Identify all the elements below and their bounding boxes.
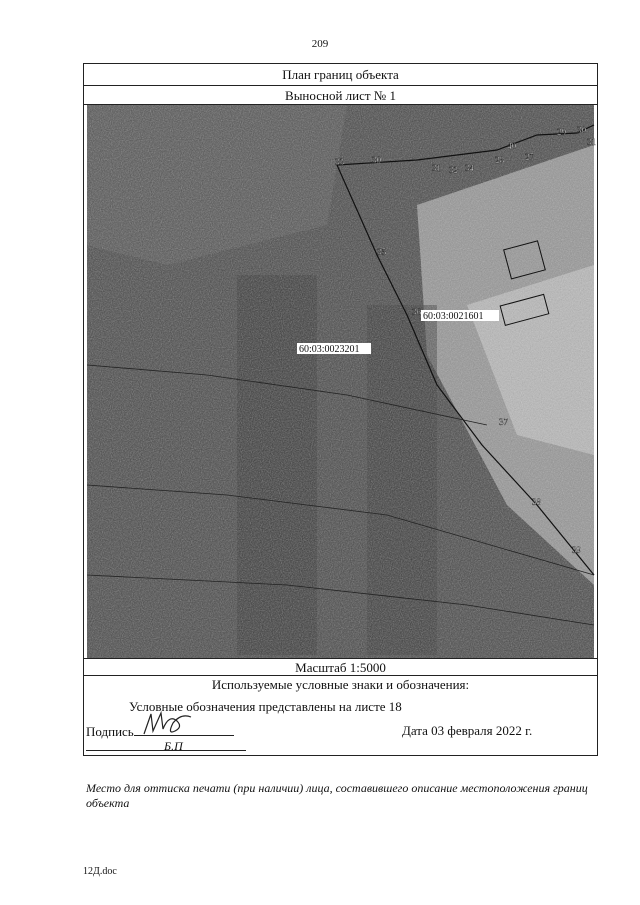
boundary-point-label: 28 xyxy=(495,155,504,165)
aerial-map xyxy=(87,105,594,658)
parcel-label-1: 60:03:0021601 xyxy=(423,311,484,322)
boundary-point-label: 27 xyxy=(525,152,534,162)
sheet-label: Выносной лист № 1 xyxy=(84,86,597,105)
handwritten-signature xyxy=(139,709,199,739)
document-frame xyxy=(83,63,598,810)
boundary-point-label: 35 xyxy=(377,247,386,257)
boundary-point-label: 38 xyxy=(532,497,541,507)
signature-initials: Б.П xyxy=(164,739,183,753)
boundary-point-label: 34 xyxy=(465,163,474,173)
boundary-point-label: 32 xyxy=(449,165,458,175)
legend-heading: Используемые условные знаки и обозначения: xyxy=(211,677,470,692)
map-scale: Масштаб 1:5000 xyxy=(84,658,597,676)
document-title: План границ объекта xyxy=(84,64,597,86)
boundary-point-label: 31 xyxy=(432,163,441,173)
texture xyxy=(87,105,594,658)
boundary-point-label: 31 xyxy=(587,137,596,147)
boundary-point-label: 33 xyxy=(335,157,344,167)
footer-filename: 12Д.doc xyxy=(83,866,117,877)
parcel-label-2: 60:03:0023201 xyxy=(299,344,360,355)
boundary-point-label: 37 xyxy=(499,417,508,427)
date-text: Дата 03 февраля 2022 г. xyxy=(402,723,533,738)
boundary-point-label: 39 xyxy=(572,545,581,555)
boundary-point-label: 30 xyxy=(372,155,381,165)
boundary-point-label: 40 xyxy=(507,141,516,151)
boundary-point-label: 36 xyxy=(412,307,421,317)
signature-label: Подпись xyxy=(86,724,134,739)
legend-text: Условные обозначения представлены на листе 18 xyxy=(129,699,402,714)
map-svg xyxy=(87,105,594,658)
page-number: 209 xyxy=(311,38,329,50)
boundary-point-label: 29 xyxy=(557,127,566,137)
stamp-placeholder: Место для оттиска печати (при наличии) лица, составившего описание местоположения границ объекта xyxy=(86,781,588,810)
boundary-point-label: 30 xyxy=(577,125,586,135)
